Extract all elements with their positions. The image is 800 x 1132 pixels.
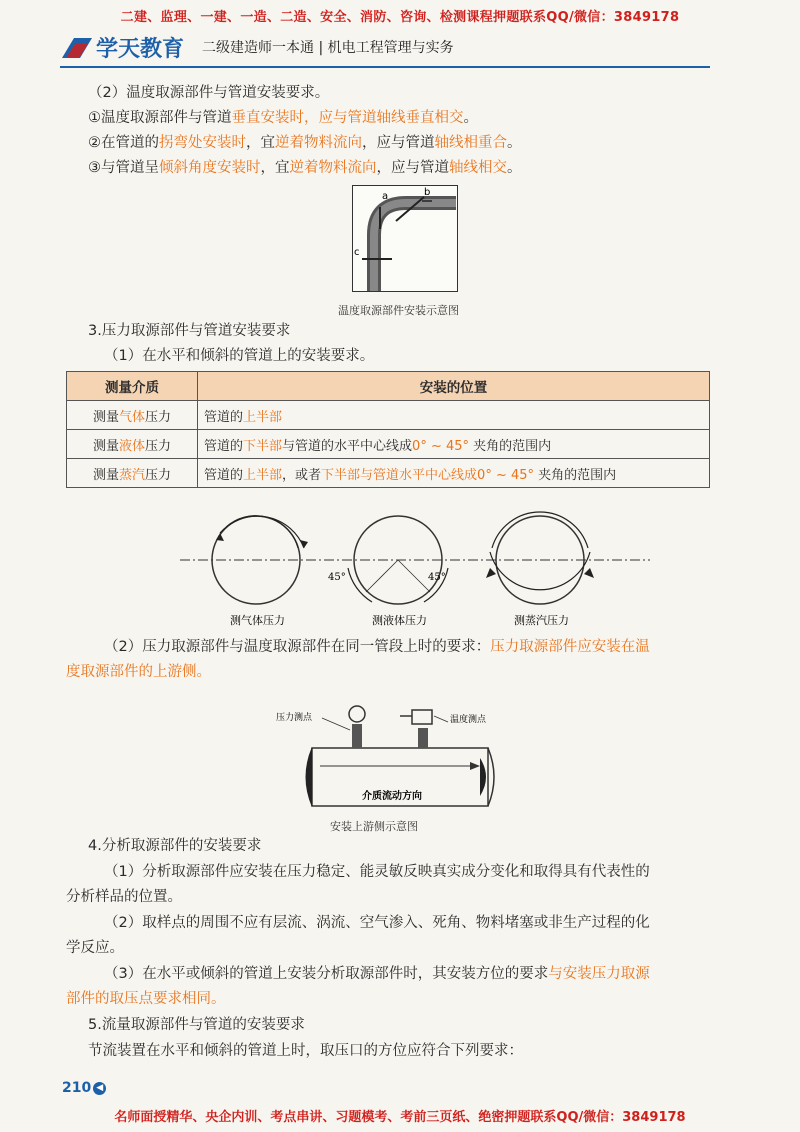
table-header-medium: 测量介质 [67, 372, 198, 401]
table-cell-medium: 测量液体压力 [67, 430, 198, 459]
table-cell-position: 管道的下半部与管道的水平中心线成0° ~ 45° 夹角的范围内 [198, 430, 710, 459]
header-subtitle: 二级建造师一本通 | 机电工程管理与实务 [202, 40, 454, 56]
temp-fig-label-a: a [382, 191, 389, 202]
top-banner: 二建、监理、一建、一造、二造、安全、消防、咨询、检测课程押题联系QQ/微信：3849178 [120, 10, 680, 25]
temp-item-1: ①温度取源部件与管道垂直安装时，应与管道轴线垂直相交。 [88, 110, 478, 126]
pressure-sub1: （1）在水平和倾斜的管道上的安装要求。 [104, 348, 375, 364]
analysis-p2-line1: （2）取样点的周围不应有层流、涡流、空气渗入、死角、物料堵塞或非生产过程的化 [104, 915, 650, 931]
temp-item-2: ②在管道的拐弯处安装时，宜逆着物料流向，应与管道轴线相重合。 [88, 135, 522, 151]
circle-caption-liquid: 测液体压力 [372, 614, 427, 627]
analysis-p1-line2: 分析样品的位置。 [66, 889, 182, 905]
page-arrow-icon: ◀ [93, 1082, 106, 1095]
pressure-heading: 3.压力取源部件与管道安装要求 [88, 323, 291, 339]
angle-label-right: 45° [428, 572, 446, 583]
table-cell-position: 管道的上半部，或者下半部与管道水平中心线成0° ~ 45° 夹角的范围内 [198, 459, 710, 488]
analysis-p3-line2: 部件的取压点要求相同。 [66, 991, 226, 1007]
table-row [67, 459, 710, 488]
logo-icon [62, 36, 92, 58]
temp-install-diagram [352, 185, 458, 292]
table-cell-medium: 测量气体压力 [67, 401, 198, 430]
analysis-p2-line2: 学反应。 [66, 940, 124, 956]
pipe-fig-caption: 安装上游侧示意图 [330, 820, 418, 833]
temp-item-3: ③与管道呈倾斜角度安装时，宜逆着物料流向，应与管道轴线相交。 [88, 160, 522, 176]
pressure-table [66, 371, 710, 488]
angle-label-left: 45° [328, 572, 346, 583]
logo-text: 学天教育 [96, 36, 185, 62]
temp-point-label: 温度测点 [450, 715, 487, 725]
bottom-banner: 名师面授精华、央企内训、考点串讲、习题模考、考前三页纸、绝密押题联系QQ/微信：3849178 [114, 1110, 686, 1125]
table-row [67, 430, 710, 459]
pressure-point-label: 压力测点 [276, 713, 313, 723]
pressure-sub2-line2: 度取源部件的上游侧。 [66, 664, 211, 680]
flow-direction-label: 介质流动方向 [362, 791, 422, 802]
header-divider [60, 66, 710, 68]
temp-heading: （2）温度取源部件与管道安装要求。 [88, 85, 330, 101]
analysis-heading: 4.分析取源部件的安装要求 [88, 838, 262, 854]
table-header-position: 安装的位置 [198, 372, 710, 401]
pressure-circles-diagram [180, 508, 650, 628]
page-header [62, 30, 454, 64]
circle-caption-gas: 测气体压力 [230, 614, 285, 627]
temp-fig-caption: 温度取源部件安装示意图 [338, 304, 459, 317]
analysis-p3-line1: （3）在水平或倾斜的管道上安装分析取源部件时，其安装方位的要求与安装压力取源 [104, 966, 650, 982]
analysis-p1-line1: （1）分析取源部件应安装在压力稳定、能灵敏反映真实成分变化和取得具有代表性的 [104, 864, 650, 880]
pressure-sub2-line1: （2）压力取源部件与温度取源部件在同一管段上时的要求：压力取源部件应安装在温 [104, 639, 650, 655]
table-cell-medium: 测量蒸汽压力 [67, 459, 198, 488]
upstream-install-diagram [270, 700, 500, 816]
logo [62, 32, 184, 63]
table-cell-position: 管道的上半部 [198, 401, 710, 430]
flow-heading: 5.流量取源部件与管道的安装要求 [88, 1017, 305, 1033]
temp-fig-label-c: c [354, 247, 360, 258]
table-row [67, 401, 710, 430]
table-header-row [67, 372, 710, 401]
page-number: 210 ◀ [62, 1080, 106, 1096]
flow-p1: 节流装置在水平和倾斜的管道上时，取压口的方位应符合下列要求： [88, 1043, 523, 1059]
circle-caption-steam: 测蒸汽压力 [514, 614, 569, 627]
temp-fig-label-b: b [424, 187, 431, 198]
